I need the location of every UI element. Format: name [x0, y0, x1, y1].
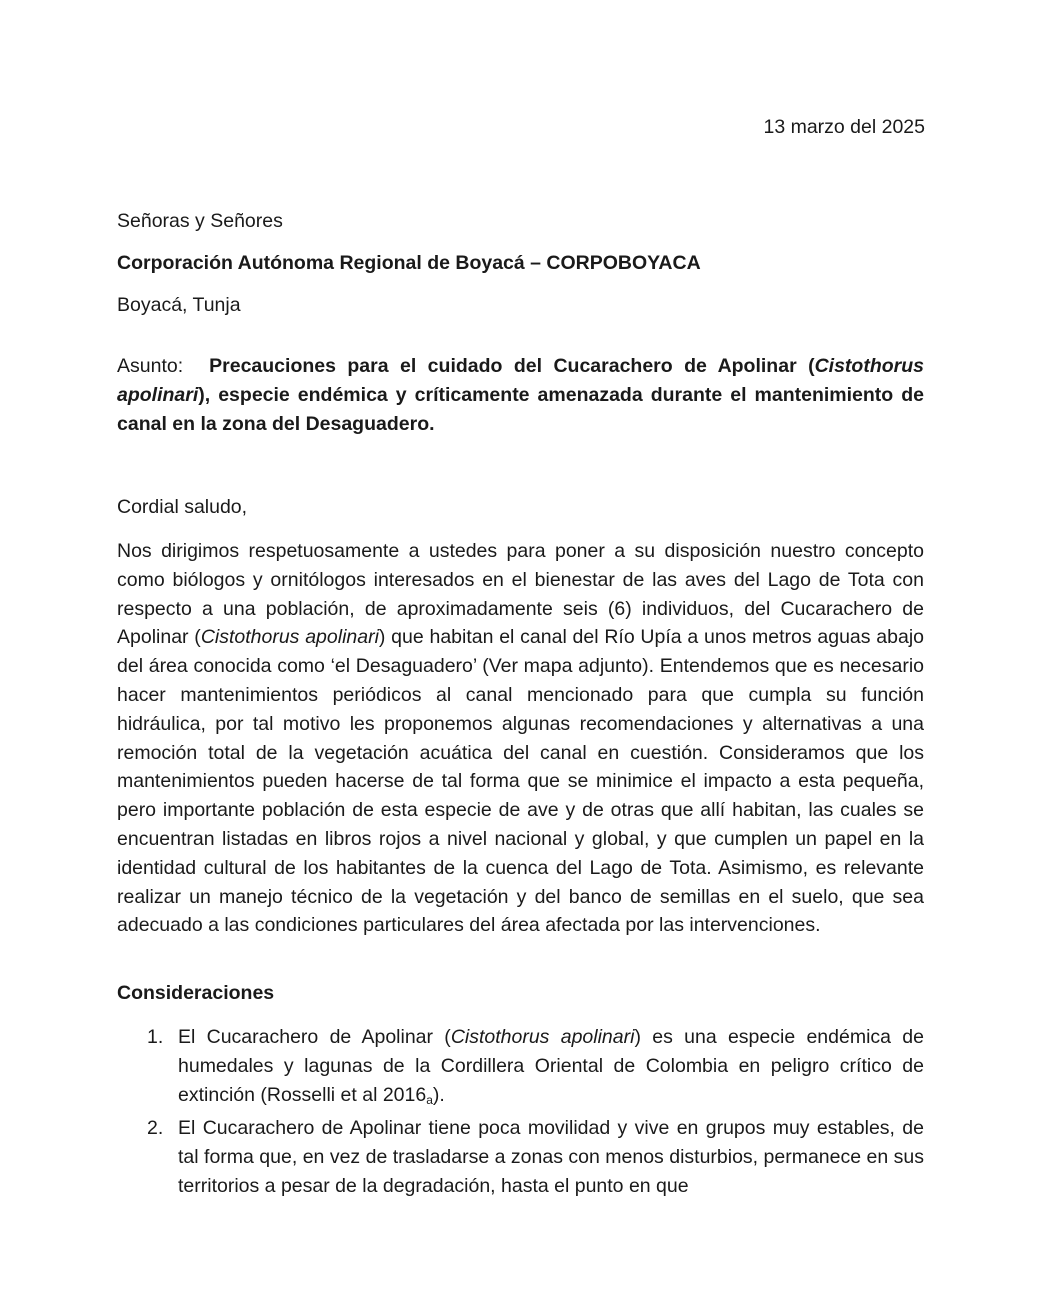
- subject-text: [117, 355, 924, 435]
- list-item-text: El Cucarachero de Apolinar tiene poca movilidad y vive en grupos muy estables, de tal forma que, en vez de trasladarse a zonas con menos disturbios, permanece en sus territorios a pesar de la degradación, hasta el punto en que: [178, 1117, 924, 1197]
- considerations-list: [117, 1023, 924, 1201]
- section-title-considerations: Consideraciones: [117, 982, 275, 1004]
- body-text-part1: Nos dirigimos respetuosamente a ustedes para poner a su disposición nuestro concepto como biólogos y ornitólogos interesados en el bienestar de las aves del Lago de Tota con respecto a una población, de aproximadamente seis (6) individuos, del Cucarachero de Apolinar (: [117, 540, 924, 649]
- list-item-text-part1: El Cucarachero de Apolinar (: [178, 1026, 451, 1048]
- list-item-number: 1.: [147, 1026, 164, 1048]
- recipient-location: Boyacá, Tunja: [117, 294, 241, 316]
- subject-line: [117, 352, 924, 439]
- list-item: [117, 1114, 924, 1200]
- greeting: Cordial saludo,: [117, 496, 248, 518]
- subject-species-name: Cistothorus apolinari: [117, 355, 924, 406]
- subject-text-part1: Precauciones para el cuidado del Cucarachero de Apolinar (: [209, 355, 815, 377]
- list-item-text-part3: ).: [432, 1083, 445, 1106]
- recipient-salutation: Señoras y Señores: [117, 210, 283, 232]
- list-item-species-name: Cistothorus apolinari: [450, 1026, 635, 1048]
- body-species-name: Cistothorus apolinari: [200, 626, 379, 649]
- recipient-block: [117, 200, 927, 326]
- recipient-organization: Corporación Autónoma Regional de Boyacá – CORPOBOYACA: [117, 252, 701, 274]
- letter-date: 13 marzo del 2025: [763, 116, 925, 138]
- list-item-number: 2.: [147, 1117, 164, 1140]
- subject-text-part2: ), especie endémica y críticamente amenazada durante el mantenimiento de canal en la zona del Desaguadero.: [117, 384, 924, 435]
- list-item: [117, 1023, 924, 1114]
- citation-subscript: a: [426, 1092, 433, 1107]
- subject-label: Asunto:: [117, 355, 184, 377]
- list-item-text-part2: ) es una especie endémica de humedales y lagunas de la Cordillera Oriental de Colombia en peligro crítico de extinción (Rosselli et al 2016: [178, 1026, 924, 1106]
- body-paragraph: [117, 537, 924, 940]
- body-text-part2: ) que habitan el canal del Río Upía a unos metros aguas abajo del área conocida como ‘el Desaguadero’ (Ver mapa adjunto). Entendemos que es necesario hacer mantenimientos periódicos al canal mencionado para que cumpla su función hidráulica, por tal motivo les proponemos algunas recomendaciones y alternativas a una remoción total de la vegetación acuática del canal en cuestión. Consideramos que los mantenimientos pueden hacerse de tal forma que se minimice el impacto a esta pequeña, pero importante población de esta especie de ave y de otras que allí habitan, las cuales se encuentran listadas en libros rojos a nivel nacional y global, y que cumplen un papel en la identidad cultural de los habitantes de la cuenca del Lago de Tota. Asimismo, es relevante realizar un manejo técnico de la vegetación y del banco de semillas en el suelo, que sea adecuado a las condiciones particulares del área afectada por las intervenciones.: [117, 626, 924, 937]
